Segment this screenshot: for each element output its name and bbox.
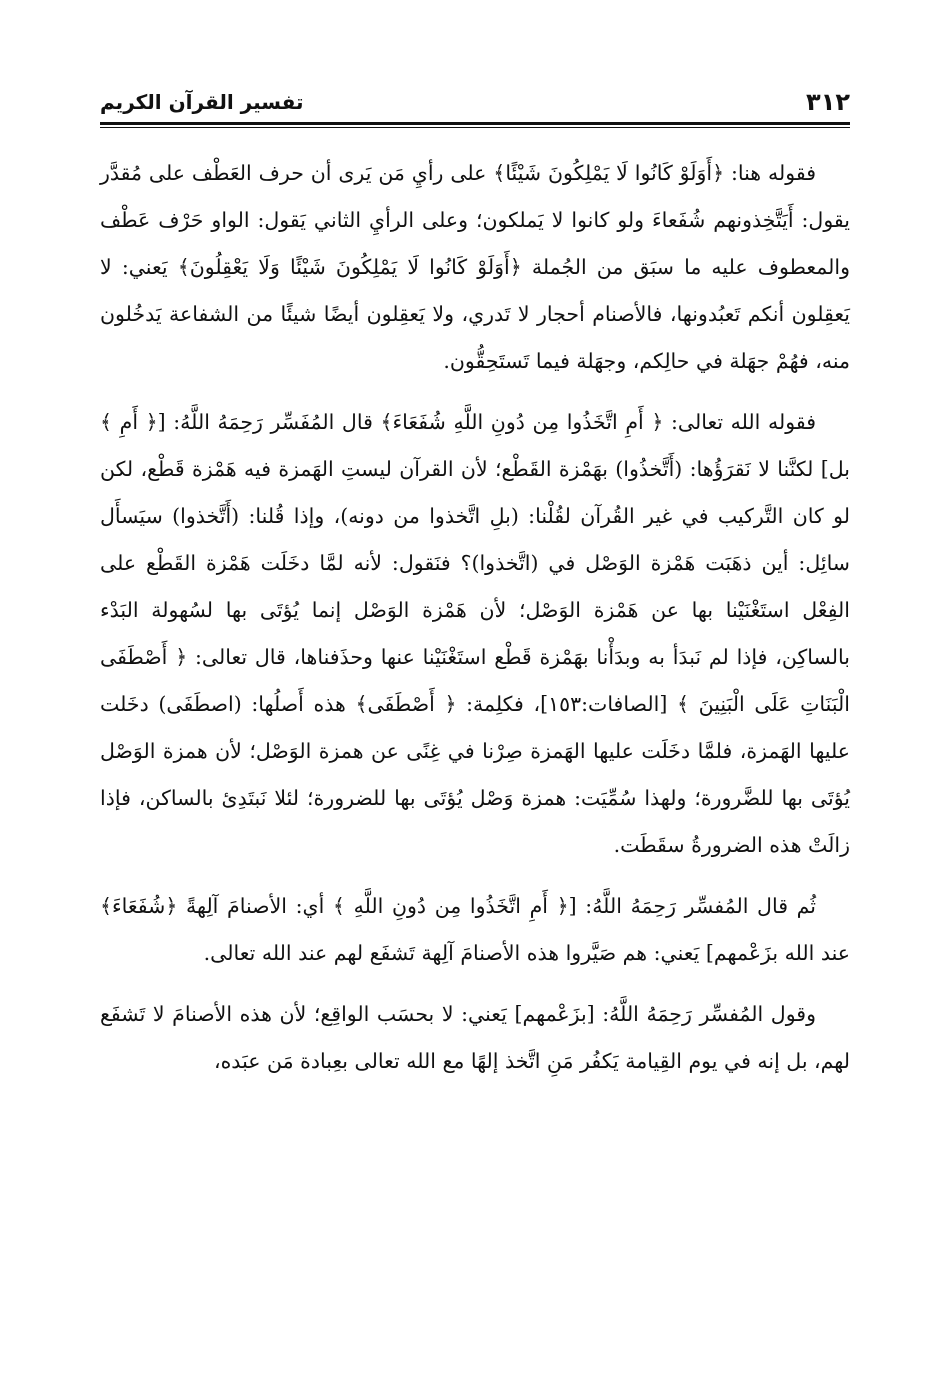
page-number: ٣١٢ xyxy=(806,88,850,116)
paragraph-3: ثُم قال المُفسِّر رَحِمَهُ اللَّهُ: [﴿ أَمِ اتَّخَذُوا مِن دُونِ اللَّهِ ﴾ أي: الأصنامَ آلِهةً ﴿شُفَعَاءَ﴾ عند الله بزَعْمهم] يَعني: هم صَيَّروا هذه الأصنامَ آلِهة تَشفَع لهم عند الله تعالى. xyxy=(100,894,850,965)
header-rule-thin xyxy=(100,127,850,128)
page-header xyxy=(100,82,850,122)
paragraph-2: فقوله الله تعالى: ﴿ أَمِ اتَّخَذُوا مِن دُونِ اللَّهِ شُفَعَاءَ﴾ قال المُفَسِّر رَحِمَهُ اللَّهُ: [﴿ أَمِ ﴾ بل] لكنَّنا لا نَقرَؤُها: (أَتَّخذُوا) بهَمْزة القَطْع؛ لأن القرآن ليستِ الهَمزة فيه هَمْزة قَطْع، لكن لو كان التَّركيب في غير القُرآن لقُلْنا: (بلِ اتَّخذوا من دونه)، وإذا قُلنا: (أَتَّخذوا) سيَسأَل سائِل: أين ذهَبَت هَمْزة الوَصْل في (اتَّخذوا)؟ فنَقول: لأنه لمَّا دخَلَت هَمْزة القَطْع على الفِعْل استَغْنَيْنا بها عن هَمْزة الوَصْل؛ لأن هَمْزة الوَصْل إنما يُؤتَى بها لسُهولة البَدْء بالساكِن، فإذا لم نَبدَأ به وبدَأْنا بهَمْزة قَطْع استَغْنَيْنا عنها وحذَفناها، قال تعالى: ﴿ أَصْطَفَى الْبَنَاتِ عَلَى الْبَنِينَ ﴾ [الصافات:١٥٣]، فكلِمة: ﴿ أَصْطَفَى﴾ هذه أَصلُها: (اصطَفَى) دخَلت عليها الهَمزة، فلمَّا دخَلَت عليها الهَمزة صِرْنا في غِنًى عن همزة الوَصْل؛ لأن همزة الوَصْل يُؤتَى بها للضَّرورة؛ ولهذا سُمِّيَت: همزة وَصْل يُؤتَى بها للضرورة؛ لئلا نَبتَدِئ بالساكن، فإذا زالَتْ هذه الضرورةُ سقَطَت. xyxy=(100,410,850,857)
paragraph-1: فقوله هنا: ﴿أَوَلَوْ كَانُوا لَا يَمْلِكُونَ شَيْئًا﴾ على رأيِ مَن يَرى أن حرف العَطْف على مُقدَّر يقول: أَيَتَّخِذونهم شُفَعاءَ ولو كانوا لا يَملكون؛ وعلى الرأيِ الثاني يَقول: الواو حَرْف عَطْف والمعطوف عليه ما سبَق من الجُملة ﴿أَوَلَوْ كَانُوا لَا يَمْلِكُونَ شَيْئًا وَلَا يَعْقِلُونَ﴾ يَعني: لا يَعقِلون أنكم تَعبُدونها، فالأصنام أحجار لا تَدري، ولا يَعقِلون أيضًا شيئًا من الشفاعة يَدخُلون منه، فهُمْ جهَلة في حالِكم، وجهَلة فيما تَستَحِقُّون. xyxy=(100,161,850,373)
page-body xyxy=(100,150,850,1099)
header-rule xyxy=(100,122,850,125)
paragraph-4: وقول المُفسِّر رَحِمَهُ اللَّهُ: [بزَعْمهم] يَعني: لا بحسَب الواقِع؛ لأن هذه الأصنامَ لا تَشفَع لهم، بل إنه في يوم القِيامة يَكفُر مَنِ اتَّخذ إلهًا مع الله تعالى بعِبادة مَن عبَده، xyxy=(100,1002,850,1073)
book-title: تفسير القرآن الكريم xyxy=(100,90,304,114)
